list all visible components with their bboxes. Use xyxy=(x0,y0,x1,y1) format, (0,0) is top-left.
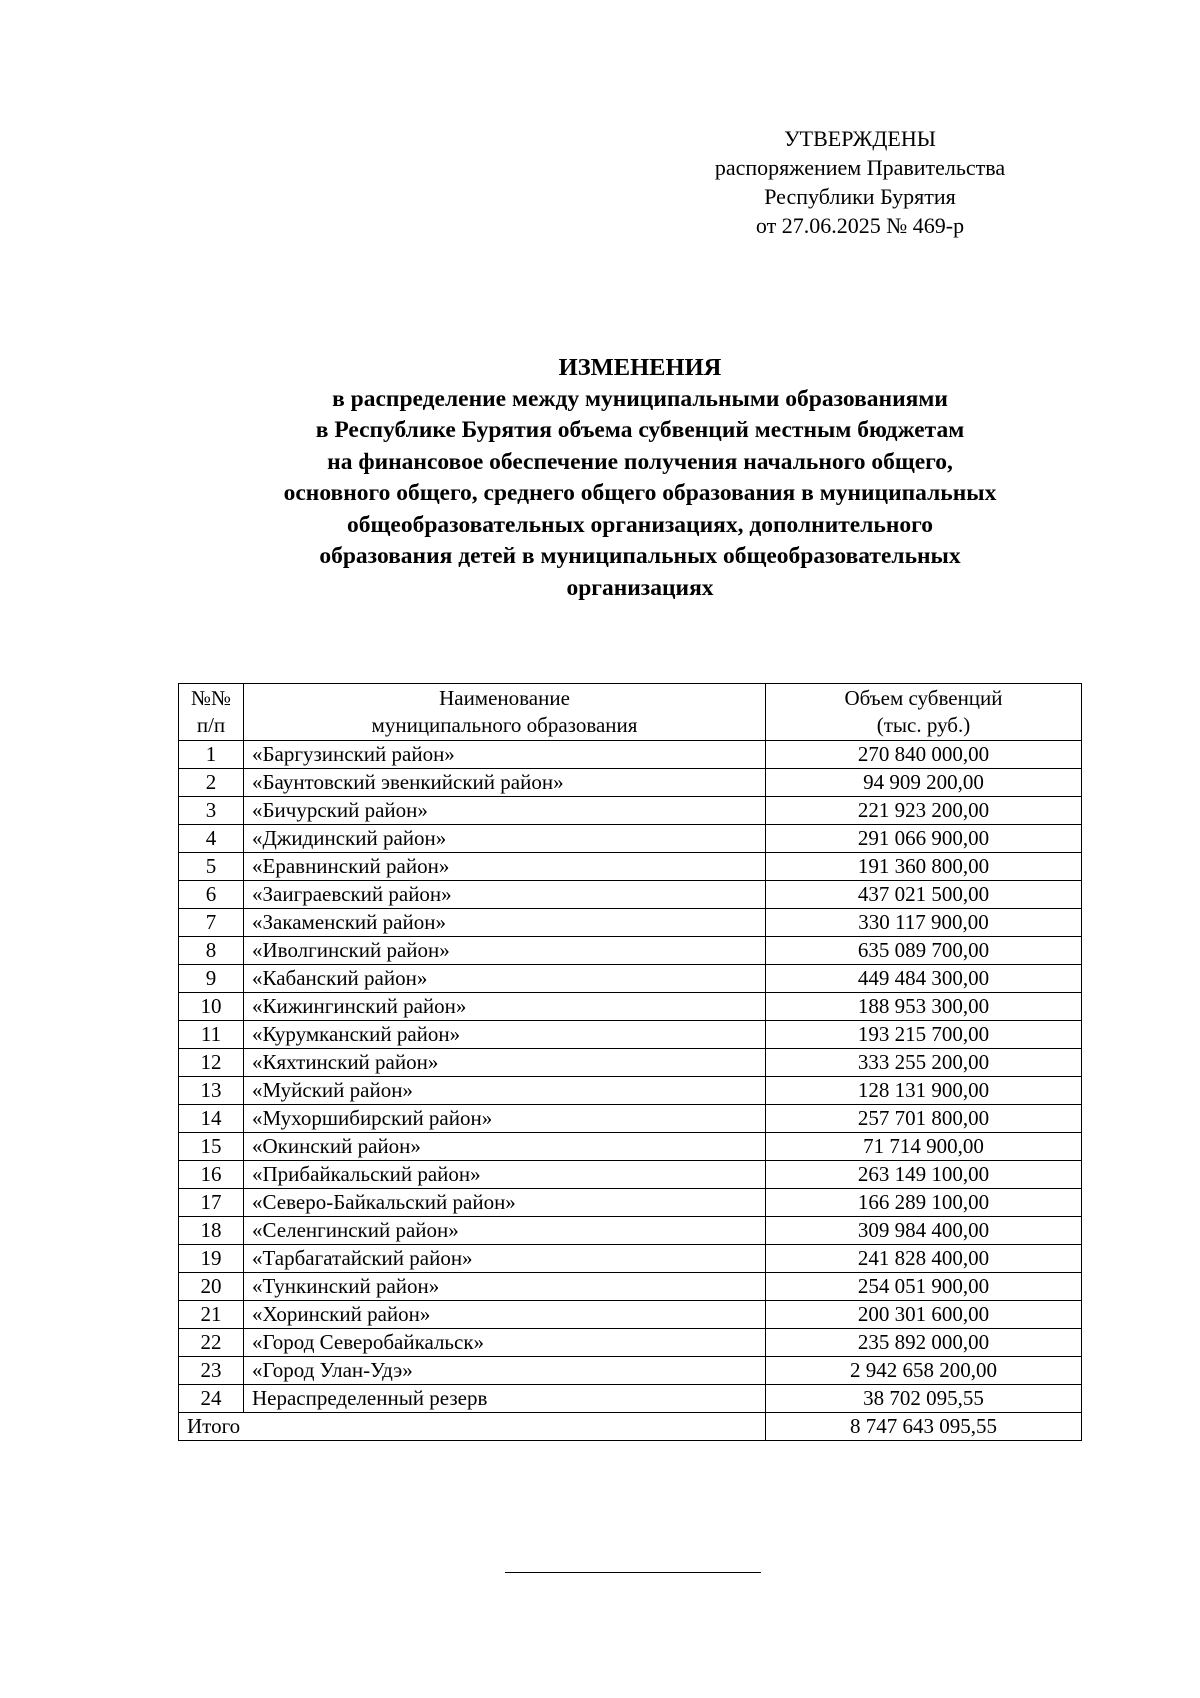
row-municipality: «Бичурский район» xyxy=(244,797,766,825)
row-municipality: «Северо-Байкальский район» xyxy=(244,1189,766,1217)
row-amount: 235 892 000,00 xyxy=(766,1329,1082,1357)
row-amount: 191 360 800,00 xyxy=(766,853,1082,881)
title-main: ИЗМЕНЕНИЯ xyxy=(558,354,722,381)
row-number: 3 xyxy=(179,797,244,825)
table-row xyxy=(179,1105,1082,1133)
table-row xyxy=(179,1021,1082,1049)
row-municipality: «Тункинский район» xyxy=(244,1273,766,1301)
table-row xyxy=(179,1189,1082,1217)
row-municipality: «Кяхтинский район» xyxy=(244,1049,766,1077)
row-number: 4 xyxy=(179,825,244,853)
approval-issuer: распоряжением Правительства xyxy=(714,155,1006,180)
row-amount: 241 828 400,00 xyxy=(766,1245,1082,1273)
row-municipality: «Город Улан-Удэ» xyxy=(244,1357,766,1385)
row-number: 22 xyxy=(179,1329,244,1357)
row-municipality: «Иволгинский район» xyxy=(244,937,766,965)
row-number: 16 xyxy=(179,1161,244,1189)
table-row xyxy=(179,993,1082,1021)
table-row xyxy=(179,1049,1082,1077)
header-value-line2: (тыс. руб.) xyxy=(876,713,971,737)
title-line: на финансовое обеспечение получения начального общего, xyxy=(327,448,953,475)
row-amount: 437 021 500,00 xyxy=(766,881,1082,909)
row-number: 13 xyxy=(179,1077,244,1105)
table-row xyxy=(179,853,1082,881)
row-number: 23 xyxy=(179,1357,244,1385)
table-row xyxy=(179,1357,1082,1385)
row-amount: 200 301 600,00 xyxy=(766,1301,1082,1329)
row-amount: 635 089 700,00 xyxy=(766,937,1082,965)
title-line: общеобразовательных организациях, дополнительного xyxy=(347,511,933,538)
row-number: 18 xyxy=(179,1217,244,1245)
table-row xyxy=(179,1329,1082,1357)
row-municipality: «Окинский район» xyxy=(244,1133,766,1161)
row-number: 24 xyxy=(179,1385,244,1413)
total-label: Итого xyxy=(179,1413,766,1441)
approval-heading: УТВЕРЖДЕНЫ xyxy=(784,126,936,151)
row-amount: 2 942 658 200,00 xyxy=(766,1357,1082,1385)
table-row xyxy=(179,1301,1082,1329)
row-amount: 221 923 200,00 xyxy=(766,797,1082,825)
row-number: 21 xyxy=(179,1301,244,1329)
row-municipality: «Мухоршибирский район» xyxy=(244,1105,766,1133)
row-municipality: «Заиграевский район» xyxy=(244,881,766,909)
row-municipality: «Хоринский район» xyxy=(244,1301,766,1329)
row-amount: 291 066 900,00 xyxy=(766,825,1082,853)
total-amount: 8 747 643 095,55 xyxy=(766,1413,1082,1441)
row-amount: 254 051 900,00 xyxy=(766,1273,1082,1301)
table-row xyxy=(179,881,1082,909)
row-number: 14 xyxy=(179,1105,244,1133)
row-municipality: «Тарбагатайский район» xyxy=(244,1245,766,1273)
header-name-line2: муниципального образования xyxy=(371,713,638,737)
row-number: 7 xyxy=(179,909,244,937)
table-row xyxy=(179,1385,1082,1413)
table-row xyxy=(179,937,1082,965)
closing-divider xyxy=(505,1572,761,1573)
table-row xyxy=(179,797,1082,825)
row-amount: 128 131 900,00 xyxy=(766,1077,1082,1105)
row-amount: 257 701 800,00 xyxy=(766,1105,1082,1133)
row-amount: 188 953 300,00 xyxy=(766,993,1082,1021)
table-row xyxy=(179,1217,1082,1245)
title-line: организациях xyxy=(566,574,714,601)
row-municipality: «Муйский район» xyxy=(244,1077,766,1105)
row-number: 11 xyxy=(179,1021,244,1049)
row-municipality: «Джидинский район» xyxy=(244,825,766,853)
row-amount: 71 714 900,00 xyxy=(766,1133,1082,1161)
row-number: 12 xyxy=(179,1049,244,1077)
row-number: 10 xyxy=(179,993,244,1021)
row-amount: 263 149 100,00 xyxy=(766,1161,1082,1189)
table-row xyxy=(179,825,1082,853)
row-amount: 193 215 700,00 xyxy=(766,1021,1082,1049)
row-municipality: «Баунтовский эвенкийский район» xyxy=(244,769,766,797)
row-number: 8 xyxy=(179,937,244,965)
row-municipality: «Еравнинский район» xyxy=(244,853,766,881)
row-number: 2 xyxy=(179,769,244,797)
subventions-table xyxy=(178,683,1082,1441)
table-header-row xyxy=(179,684,1082,741)
title-line: образования детей в муниципальных общеобразовательных xyxy=(319,543,961,569)
row-municipality: «Селенгинский район» xyxy=(244,1217,766,1245)
row-municipality: «Кабанский район» xyxy=(244,965,766,993)
approval-date-number: от 27.06.2025 № 469-р xyxy=(755,213,965,238)
row-amount: 330 117 900,00 xyxy=(766,909,1082,937)
approval-republic: Республики Бурятия xyxy=(764,184,956,209)
row-amount: 449 484 300,00 xyxy=(766,965,1082,993)
table-row xyxy=(179,909,1082,937)
row-amount: 309 984 400,00 xyxy=(766,1217,1082,1245)
row-number: 6 xyxy=(179,881,244,909)
row-municipality: «Баргузинский район» xyxy=(244,741,766,769)
header-name xyxy=(244,684,766,741)
approval-stamp xyxy=(650,124,1070,240)
table-row xyxy=(179,1077,1082,1105)
row-municipality: «Кижингинский район» xyxy=(244,993,766,1021)
row-number: 1 xyxy=(179,741,244,769)
row-amount: 94 909 200,00 xyxy=(766,769,1082,797)
title-line: в распределение между муниципальными образованиями xyxy=(332,385,948,412)
header-number-line2: п/п xyxy=(196,713,226,737)
table-row xyxy=(179,741,1082,769)
table-row xyxy=(179,965,1082,993)
header-name-line1: Наименование xyxy=(439,686,570,710)
row-number: 19 xyxy=(179,1245,244,1273)
row-number: 17 xyxy=(179,1189,244,1217)
row-number: 20 xyxy=(179,1273,244,1301)
header-number xyxy=(179,684,244,741)
table-row xyxy=(179,1245,1082,1273)
table-row xyxy=(179,1161,1082,1189)
row-municipality: «Закаменский район» xyxy=(244,909,766,937)
row-municipality: «Прибайкальский район» xyxy=(244,1161,766,1189)
row-amount: 333 255 200,00 xyxy=(766,1049,1082,1077)
row-municipality: «Город Северобайкальск» xyxy=(244,1329,766,1357)
table-row xyxy=(179,1273,1082,1301)
header-number-line1: №№ xyxy=(190,686,232,710)
header-value-line1: Объем субвенций xyxy=(844,686,1003,710)
row-amount: 270 840 000,00 xyxy=(766,741,1082,769)
table-row xyxy=(179,1133,1082,1161)
title-line: основного общего, среднего общего образования в муниципальных xyxy=(283,480,997,506)
row-number: 15 xyxy=(179,1133,244,1161)
header-value xyxy=(766,684,1082,741)
row-municipality: Нераспределенный резерв xyxy=(244,1385,766,1413)
row-amount: 166 289 100,00 xyxy=(766,1189,1082,1217)
row-number: 9 xyxy=(179,965,244,993)
table-total-row xyxy=(179,1413,1082,1441)
title-line: в Республике Бурятия объема субвенций местным бюджетам xyxy=(315,417,965,443)
table-row xyxy=(179,769,1082,797)
row-amount: 38 702 095,55 xyxy=(766,1385,1082,1413)
row-municipality: «Курумканский район» xyxy=(244,1021,766,1049)
row-number: 5 xyxy=(179,853,244,881)
document-title xyxy=(150,352,1130,604)
